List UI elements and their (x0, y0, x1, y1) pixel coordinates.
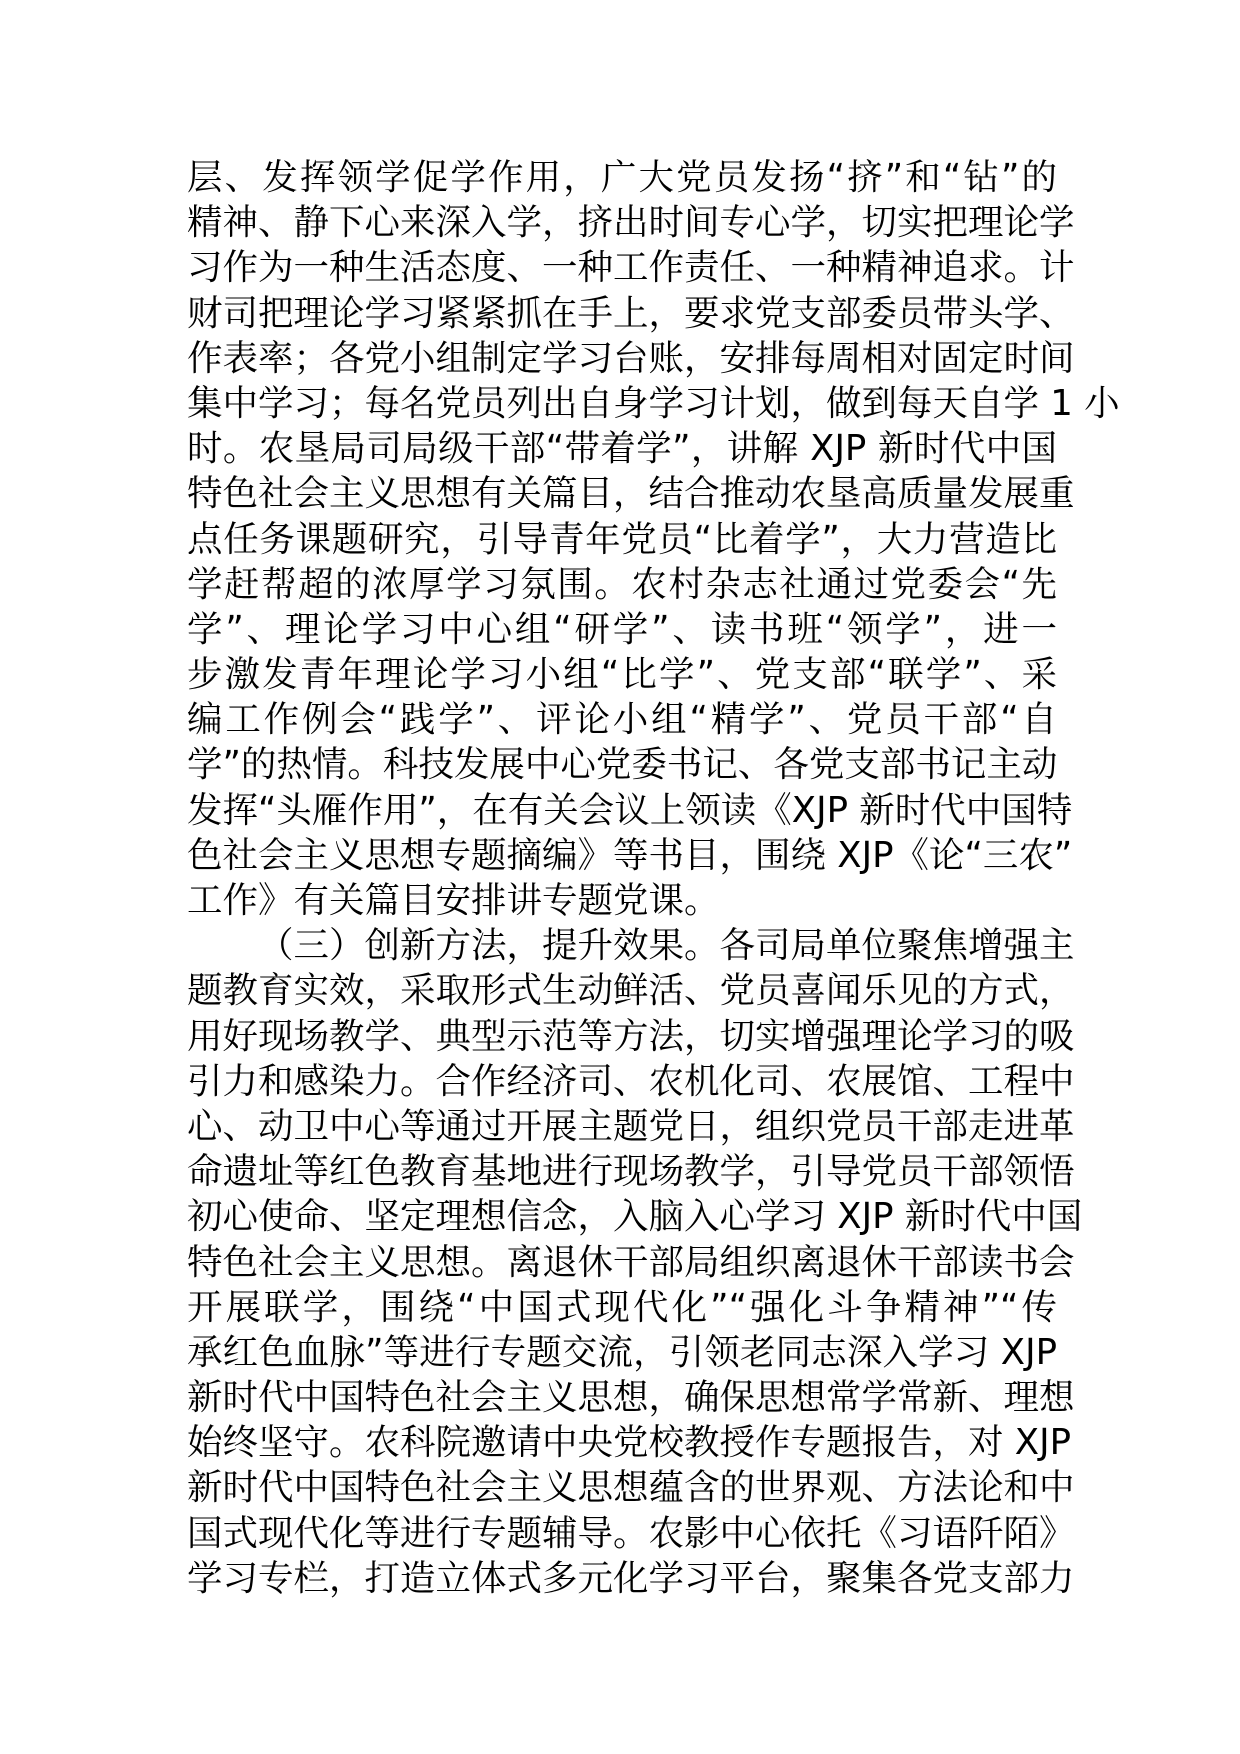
text-line: 习作为一种生活态度、一种工作责任、一种精神追求。计 (187, 247, 1075, 289)
text-line: 点任务课题研究，引导青年党员“比着学”，大力营造比 (187, 518, 1057, 560)
text-line: 新时代中国特色社会主义思想，确保思想常学常新、理想 (187, 1377, 1075, 1419)
text-line: 时。农垦局司局级干部“带着学”，讲解 XJP 新时代中国 (187, 428, 1057, 470)
text-line: 精神、静下心来深入学，挤出时间专心学，切实把理论学 (187, 202, 1075, 244)
text-line: 学赶帮超的浓厚学习氛围。农村杂志社通过党委会“先 (187, 563, 1057, 605)
text-line: 新时代中国特色社会主义思想蕴含的世界观、方法论和中 (187, 1467, 1075, 1509)
text-line: 学”的热情。科技发展中心党委书记、各党支部书记主动 (187, 744, 1058, 786)
body-text (187, 155, 1120, 1601)
text-line: 色社会主义思想专题摘编》等书目，围绕 XJP《论“三农” (187, 834, 1073, 876)
text-line: 发挥“头雁作用”，在有关会议上领读《XJP 新时代中国特 (187, 789, 1073, 831)
text-line: 国式现代化等进行专题辅导。农影中心依托《习语阡陌》 (187, 1512, 1075, 1554)
text-line: 作表率；各党小组制定学习台账，安排每周相对固定时间 (187, 337, 1075, 379)
text-line: 学习专栏，打造立体式多元化学习平台，聚集各党支部力 (187, 1557, 1075, 1599)
text-line: 步激发青年理论学习小组“比学”、党支部“联学”、采 (187, 654, 1057, 696)
paragraph-end-line: 工作》有关篇目安排讲专题党课。 (187, 880, 720, 921)
text-line: 开展联学，围绕“中国式现代化”“强化斗争精神”“传 (187, 1286, 1057, 1328)
text-line: 用好现场教学、典型示范等方法，切实增强理论学习的吸 (187, 1015, 1075, 1057)
text-line: 层、发挥领学促学作用，广大党员发扬“挤”和“钻”的 (187, 157, 1057, 198)
text-line: 特色社会主义思想有关篇目，结合推动农垦高质量发展重 (187, 473, 1075, 515)
text-line: 集中学习；每名党员列出自身学习计划，做到每天自学 1 小 (187, 382, 1120, 424)
text-line: 编工作例会“践学”、评论小组“精学”、党员干部“自 (187, 699, 1057, 741)
section-heading-line: （三）创新方法，提升效果。各司局单位聚焦增强主 (258, 925, 1075, 967)
text-line: 命遗址等红色教育基地进行现场教学，引导党员干部领悟 (187, 1151, 1075, 1193)
text-line: 特色社会主义思想。离退休干部局组织离退休干部读书会 (187, 1241, 1075, 1283)
text-line: 题教育实效，采取形式生动鲜活、党员喜闻乐见的方式， (187, 970, 1075, 1012)
text-line: 始终坚守。农科院邀请中央党校教授作专题报告，对 XJP (187, 1422, 1071, 1464)
text-line: 承红色血脉”等进行专题交流，引领老同志深入学习 XJP (187, 1331, 1057, 1373)
text-line: 学”、理论学习中心组“研学”、读书班“领学”，进一 (187, 608, 1057, 650)
text-line: 财司把理论学习紧紧抓在手上，要求党支部委员带头学、 (187, 292, 1075, 334)
text-line: 引力和感染力。合作经济司、农机化司、农展馆、工程中 (187, 1060, 1075, 1102)
text-line: 心、动卫中心等通过开展主题党日，组织党员干部走进革 (187, 1105, 1075, 1147)
text-line: 初心使命、坚定理想信念，入脑入心学习 XJP 新时代中国 (187, 1196, 1083, 1238)
